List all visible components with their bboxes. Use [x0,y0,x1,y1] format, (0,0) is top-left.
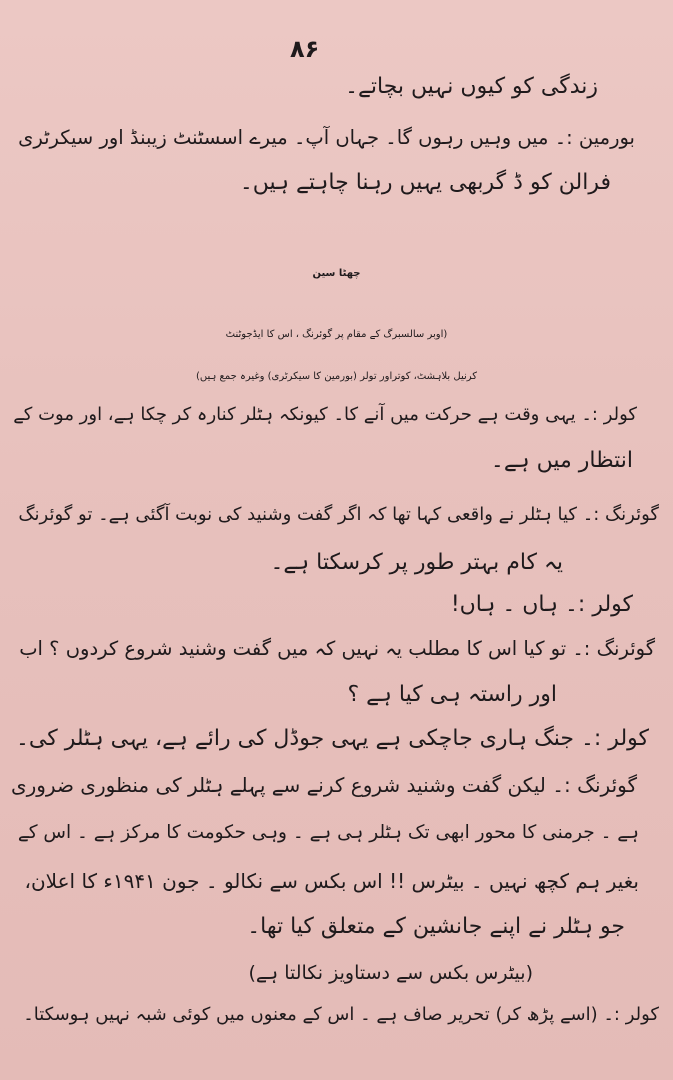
stage-direction: کرنیل بلاہشٹ، کوتراور تولر (بورمین کا سیکرٹری) وغیرہ جمع ہیں) [195,371,478,382]
text-line: بغیر ہم کچھ نہیں ۔ بیٹرس !! اس بکس سے نکالو ۔ جون ۱۹۴۱ء کا اعلان، [24,869,639,893]
text-line: کولر :۔ ہاں ۔ ہاں! [450,592,633,617]
text-line: فرالن کو ڈ گربھی یہیں رہنا چاہتے ہیں۔ [239,170,611,195]
text-line: گوئرنگ :۔ لیکن گفت وشنید شروع کرنے سے پہلے ہٹلر کی منظوری ضروری [10,773,637,797]
text-line: انتظار میں ہے۔ [490,448,633,473]
text-line: جو ہٹلر نے اپنے جانشین کے متعلق کیا تھا۔ [247,914,625,939]
text-line: یہ کام بہتر طور پر کرسکتا ہے۔ [270,550,563,575]
page-number: ۸۶ [290,35,320,63]
scene-heading: چھٹا سین [312,268,361,279]
text-line: بورمین :۔ میں وہیں رہوں گا۔ جہاں آپ۔ میرے اسسٹنٹ زیبنڈ اور سیکرٹری [18,126,635,149]
text-line: زندگی کو کیوں نہیں بچاتے۔ [345,74,598,99]
text-line: ہے ۔ جرمنی کا محور ابھی تک ہٹلر ہی ہے ۔ وہی حکومت کا مرکز ہے ۔ اس کے [17,822,639,843]
stage-direction: (بیٹرس بکس سے دستاویز نکالتا ہے) [248,962,533,984]
text-line: کولر :۔ جنگ ہاری جاچکی ہے یہی جوڈل کی رائے ہے، یہی ہٹلر کی۔ [16,726,649,751]
text-line: کولر :۔ یہی وقت ہے حرکت میں آنے کا۔ کیونکہ ہٹلر کنارہ کر چکا ہے، اور موت کے [13,404,637,425]
text-line: گوئرنگ :۔ تو کیا اس کا مطلب یہ نہیں کہ میں گفت وشنید شروع کردوں ؟ اب [19,637,655,660]
text-line: کولر :۔ (اسے پڑھ کر) تحریر صاف ہے ۔ اس کے معنوں میں کوئی شبہ نہیں ہوسکتا۔ [23,1004,659,1025]
stage-direction: (اوبر سالسبرگ کے مقام پر گوئرنگ ، اس کا ایڈجوٹنٹ [225,329,448,340]
text-line: اور راستہ ہی کیا ہے ؟ [347,682,557,707]
text-line: گوئرنگ :۔ کیا ہٹلر نے واقعی کہا تھا کہ اگر گفت وشنید کی نوبت آگئی ہے۔ تو گوئرنگ [18,504,659,525]
